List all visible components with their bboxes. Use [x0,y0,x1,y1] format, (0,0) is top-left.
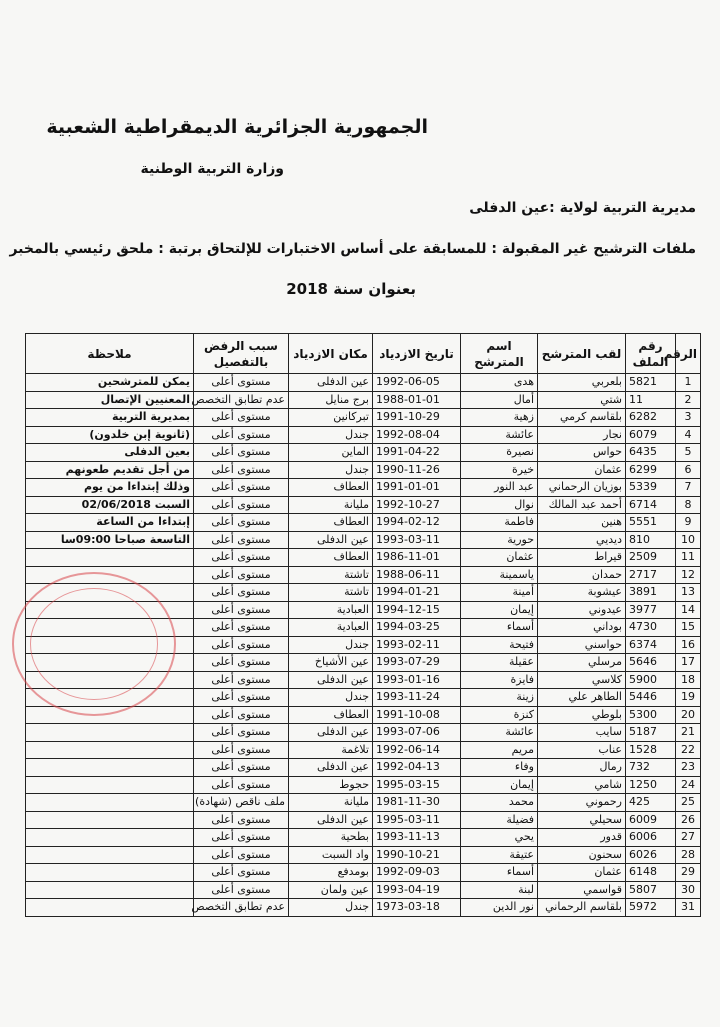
col-file-number-cell: 11 [626,391,676,409]
col-index-cell: 25 [676,794,701,812]
col-surname-cell: بلوطي [538,706,626,724]
col-first-name-cell: لبنة [461,881,538,899]
col-file-number-cell: 425 [626,794,676,812]
col-rejection-reason-cell: عدم تطابق التخصص [194,391,289,409]
col-index-cell: 14 [676,601,701,619]
col-file-number-cell: 6374 [626,636,676,654]
col-index-cell: 22 [676,741,701,759]
col-first-name-cell: مريم [461,741,538,759]
col-rejection-reason-cell: مستوى أعلى [194,374,289,392]
col-note-cell [26,899,194,917]
col-file-number-cell: 6148 [626,864,676,882]
col-birth-date-cell: 1973-03-18 [373,899,461,917]
col-birth-place-cell: جندل [289,899,373,917]
table-row [26,776,701,794]
col-first-name-cell: فاطمة [461,514,538,532]
col-first-name-cell: عبد النور [461,479,538,497]
col-index-cell: 1 [676,374,701,392]
col-birth-place-cell: مليانة [289,794,373,812]
col-index-cell: 20 [676,706,701,724]
col-birth-place-cell: جندل [289,461,373,479]
col-index-cell: 18 [676,671,701,689]
col-birth-date-cell: 1995-03-11 [373,811,461,829]
col-file-number-cell: 5821 [626,374,676,392]
col-first-name-cell: زهية [461,409,538,427]
col-rejection-reason-cell: مستوى أعلى [194,724,289,742]
col-surname-cell: بوداني [538,619,626,637]
col-rejection-reason-cell: مستوى أعلى [194,881,289,899]
col-first-name-cell: كنزة [461,706,538,724]
table-row [26,461,701,479]
col-birth-date-cell: 1995-03-15 [373,776,461,794]
col-first-name-cell: أمال [461,391,538,409]
col-index-cell: 31 [676,899,701,917]
col-file-number-cell: 5300 [626,706,676,724]
col-first-name-cell: نوال [461,496,538,514]
col-index-cell: 23 [676,759,701,777]
col-rejection-reason-cell: مستوى أعلى [194,741,289,759]
col-surname-cell: ديديي [538,531,626,549]
col-file-number-cell: 5187 [626,724,676,742]
col-index-header: الرقم [676,334,701,374]
col-surname-cell: سايب [538,724,626,742]
col-file-number-cell: 6006 [626,829,676,847]
col-first-name-cell: عائشة [461,426,538,444]
col-file-number-cell: 5972 [626,899,676,917]
col-file-number-cell: 2717 [626,566,676,584]
col-surname-cell: نجار [538,426,626,444]
col-file-number-cell: 732 [626,759,676,777]
col-birth-date-cell: 1991-10-08 [373,706,461,724]
col-note-cell: من أجل تقديم طعونهم [26,461,194,479]
col-birth-place-cell: واد السبت [289,846,373,864]
col-index-cell: 12 [676,566,701,584]
col-first-name-cell: محمد [461,794,538,812]
col-surname-cell: عيدوني [538,601,626,619]
col-birth-date-cell: 1992-10-27 [373,496,461,514]
col-birth-date-cell: 1993-11-24 [373,689,461,707]
col-note-cell [26,794,194,812]
col-birth-date-cell: 1993-07-29 [373,654,461,672]
col-birth-date-cell: 1993-03-11 [373,531,461,549]
col-index-cell: 2 [676,391,701,409]
col-surname-cell: سحيلي [538,811,626,829]
col-rejection-reason-cell: مستوى أعلى [194,759,289,777]
col-file-number-cell: 3977 [626,601,676,619]
col-index-cell: 16 [676,636,701,654]
col-file-number-cell: 5339 [626,479,676,497]
col-surname-cell: حواسني [538,636,626,654]
col-index-cell: 30 [676,881,701,899]
col-file-number-cell: 810 [626,531,676,549]
col-surname-header: لقب المترشح [538,334,626,374]
col-surname-cell: بوزيان الرحماني [538,479,626,497]
col-birth-place-cell: جندل [289,636,373,654]
col-first-name-cell: إيمان [461,776,538,794]
col-note-cell: السبت 02/06/2018 [26,496,194,514]
col-index-cell: 9 [676,514,701,532]
col-birth-date-cell: 1993-04-19 [373,881,461,899]
col-rejection-reason-cell: مستوى أعلى [194,706,289,724]
col-surname-cell: مرسلي [538,654,626,672]
col-first-name-cell: ياسمينة [461,566,538,584]
col-first-name-cell: أسماء [461,619,538,637]
col-birth-place-cell: عين الدفلى [289,811,373,829]
col-first-name-cell: نصيرة [461,444,538,462]
col-surname-cell: هنين [538,514,626,532]
col-file-number-cell: 6435 [626,444,676,462]
table-row [26,829,701,847]
col-birth-place-cell: تاشتة [289,584,373,602]
col-surname-cell: رمال [538,759,626,777]
col-birth-place-cell: جندل [289,426,373,444]
col-index-cell: 15 [676,619,701,637]
col-rejection-reason-cell: ملف ناقص (شهادة) [194,794,289,812]
col-first-name-cell: أمينة [461,584,538,602]
col-rejection-reason-cell: مستوى أعلى [194,444,289,462]
col-index-cell: 28 [676,846,701,864]
col-file-number-cell: 1528 [626,741,676,759]
col-birth-date-cell: 1992-04-13 [373,759,461,777]
col-note-cell: يمكن للمترشحين [26,374,194,392]
col-file-number-cell: 5646 [626,654,676,672]
col-first-name-cell: يحي [461,829,538,847]
col-first-name-cell: هدى [461,374,538,392]
col-note-cell [26,724,194,742]
col-birth-place-cell: عين الدفلى [289,531,373,549]
col-birth-date-cell: 1993-11-13 [373,829,461,847]
col-rejection-reason-cell: مستوى أعلى [194,829,289,847]
col-rejection-reason-cell: مستوى أعلى [194,461,289,479]
col-first-name-cell: زينة [461,689,538,707]
col-birth-place-cell: عين ولمان [289,881,373,899]
col-first-name-cell: خيرة [461,461,538,479]
col-surname-cell: عناب [538,741,626,759]
col-file-number-cell: 4730 [626,619,676,637]
col-note-cell: (ثانوية إبن خلدون) [26,426,194,444]
col-surname-cell: حمدان [538,566,626,584]
table-row [26,496,701,514]
col-rejection-reason-cell: مستوى أعلى [194,479,289,497]
col-birth-place-cell: مليانة [289,496,373,514]
col-first-name-cell: إيمان [461,601,538,619]
col-birth-date-cell: 1981-11-30 [373,794,461,812]
col-index-cell: 6 [676,461,701,479]
col-birth-date-cell: 1988-06-11 [373,566,461,584]
col-birth-date-cell: 1988-01-01 [373,391,461,409]
col-rejection-reason-cell: مستوى أعلى [194,689,289,707]
col-birth-place-cell: عين الدفلى [289,759,373,777]
col-birth-place-cell: عين الدفلى [289,374,373,392]
col-first-name-cell: أسماء [461,864,538,882]
directorate-line: مديرية التربية لولاية :عين الدفلى [469,200,696,216]
col-index-cell: 19 [676,689,701,707]
col-birth-place-header: مكان الازدياد [289,334,373,374]
col-rejection-reason-cell: مستوى أعلى [194,811,289,829]
col-index-cell: 11 [676,549,701,567]
col-rejection-reason-cell: مستوى أعلى [194,864,289,882]
ministry-title: وزارة التربية الوطنية [140,161,284,177]
col-birth-place-cell: تلاغمة [289,741,373,759]
col-birth-place-cell: تاشتة [289,566,373,584]
col-file-number-cell: 3891 [626,584,676,602]
col-birth-place-cell: بطحية [289,829,373,847]
col-birth-date-cell: 1993-01-16 [373,671,461,689]
col-first-name-cell: عائشة [461,724,538,742]
col-rejection-reason-cell: مستوى أعلى [194,671,289,689]
col-first-name-cell: نور الدين [461,899,538,917]
col-birth-date-cell: 1993-02-11 [373,636,461,654]
table-row [26,444,701,462]
col-file-number-cell: 5446 [626,689,676,707]
col-rejection-reason-cell: مستوى أعلى [194,426,289,444]
col-index-cell: 24 [676,776,701,794]
col-index-cell: 4 [676,426,701,444]
col-birth-place-cell: عين الأشياخ [289,654,373,672]
col-birth-place-cell: جندل [289,689,373,707]
col-surname-cell: بلعربي [538,374,626,392]
col-birth-place-cell: الماين [289,444,373,462]
col-birth-date-cell: 1986-11-01 [373,549,461,567]
col-rejection-reason-cell: مستوى أعلى [194,636,289,654]
table-row [26,811,701,829]
document-subject: ملفات الترشيح غير المقبولة : للمسابقة على أساس الاختبارات للإلتحاق برتبة : ملحق رئيسي بالمخبر [9,241,696,257]
col-index-cell: 29 [676,864,701,882]
col-surname-cell: كلاسي [538,671,626,689]
table-row [26,724,701,742]
col-birth-date-cell: 1990-10-21 [373,846,461,864]
col-note-cell: المعنيين الإتصال [26,391,194,409]
col-note-cell [26,549,194,567]
col-rejection-reason-cell: مستوى أعلى [194,654,289,672]
col-surname-cell: رحموني [538,794,626,812]
col-index-cell: 8 [676,496,701,514]
col-note-cell [26,864,194,882]
col-surname-cell: قواسمي [538,881,626,899]
table-row [26,881,701,899]
col-birth-date-cell: 1992-08-04 [373,426,461,444]
col-file-number-cell: 1250 [626,776,676,794]
col-file-number-cell: 5900 [626,671,676,689]
col-surname-cell: أحمد عبد المالك [538,496,626,514]
col-birth-date-cell: 1992-09-03 [373,864,461,882]
col-birth-place-cell: العطاف [289,549,373,567]
col-birth-date-cell: 1994-03-25 [373,619,461,637]
document-year: بعنوان سنة 2018 [286,280,416,298]
col-file-number-cell: 2509 [626,549,676,567]
col-note-cell [26,776,194,794]
col-first-name-cell: وفاء [461,759,538,777]
col-birth-place-cell: عين الدفلى [289,671,373,689]
col-note-cell [26,881,194,899]
col-note-cell: بمديرية التربية [26,409,194,427]
col-birth-place-cell: العطاف [289,514,373,532]
col-file-number-header: رقم الملف [626,334,676,374]
col-birth-date-cell: 1994-01-21 [373,584,461,602]
col-rejection-reason-cell: مستوى أعلى [194,549,289,567]
col-first-name-cell: عقيلة [461,654,538,672]
col-birth-place-cell: عين الدفلى [289,724,373,742]
col-surname-cell: حواس [538,444,626,462]
col-birth-date-cell: 1994-12-15 [373,601,461,619]
col-rejection-reason-header: سبب الرفض بالتفصيل [194,334,289,374]
col-birth-date-cell: 1992-06-05 [373,374,461,392]
col-index-cell: 27 [676,829,701,847]
col-note-cell: بعين الدفلى [26,444,194,462]
table-row [26,846,701,864]
table-row [26,759,701,777]
col-birth-place-cell: العبادية [289,601,373,619]
table-row [26,409,701,427]
col-file-number-cell: 6026 [626,846,676,864]
col-birth-date-cell: 1993-07-06 [373,724,461,742]
col-surname-cell: شتي [538,391,626,409]
col-rejection-reason-cell: مستوى أعلى [194,619,289,637]
col-rejection-reason-cell: مستوى أعلى [194,409,289,427]
col-note-cell: إبتداءا من الساعة [26,514,194,532]
col-surname-cell: قيراط [538,549,626,567]
col-file-number-cell: 6079 [626,426,676,444]
col-rejection-reason-cell: مستوى أعلى [194,566,289,584]
col-index-cell: 13 [676,584,701,602]
col-surname-cell: سحنون [538,846,626,864]
table-row [26,374,701,392]
official-seal-icon [12,572,176,716]
col-first-name-cell: فتيحة [461,636,538,654]
col-note-cell [26,811,194,829]
col-surname-cell: عيشوبة [538,584,626,602]
col-birth-date-cell: 1991-04-22 [373,444,461,462]
col-birth-date-cell: 1990-11-26 [373,461,461,479]
col-index-cell: 3 [676,409,701,427]
col-rejection-reason-cell: مستوى أعلى [194,776,289,794]
col-birth-date-cell: 1994-02-12 [373,514,461,532]
col-note-cell [26,846,194,864]
col-note-cell [26,759,194,777]
table-row [26,549,701,567]
col-birth-place-cell: حجوط [289,776,373,794]
col-index-cell: 5 [676,444,701,462]
col-birth-place-cell: بومدفع [289,864,373,882]
col-first-name-cell: عتيقة [461,846,538,864]
col-file-number-cell: 5807 [626,881,676,899]
table-row [26,741,701,759]
col-surname-cell: عثمان [538,864,626,882]
table-row [26,479,701,497]
col-first-name-cell: فضيلة [461,811,538,829]
col-surname-cell: بلقاسم كرمي [538,409,626,427]
col-birth-date-cell: 1991-10-29 [373,409,461,427]
col-rejection-reason-cell: مستوى أعلى [194,496,289,514]
table-row [26,514,701,532]
col-note-cell [26,741,194,759]
col-birth-place-cell: تبركانين [289,409,373,427]
col-surname-cell: قدور [538,829,626,847]
col-birth-place-cell: العبادية [289,619,373,637]
col-note-cell [26,829,194,847]
col-index-cell: 26 [676,811,701,829]
col-file-number-cell: 5551 [626,514,676,532]
col-first-name-cell: حورية [461,531,538,549]
col-surname-cell: بلقاسم الرحماني [538,899,626,917]
col-rejection-reason-cell: مستوى أعلى [194,531,289,549]
col-rejection-reason-cell: مستوى أعلى [194,601,289,619]
col-surname-cell: الطاهر علي [538,689,626,707]
col-birth-date-cell: 1992-06-14 [373,741,461,759]
col-note-header: ملاحظة [26,334,194,374]
table-row [26,864,701,882]
col-index-cell: 21 [676,724,701,742]
col-note-cell: التاسعة صباحا 09:00سا [26,531,194,549]
col-birth-place-cell: العطاف [289,479,373,497]
col-birth-place-cell: العطاف [289,706,373,724]
col-birth-date-cell: 1991-01-01 [373,479,461,497]
table-row [26,899,701,917]
col-first-name-cell: عثمان [461,549,538,567]
col-rejection-reason-cell: مستوى أعلى [194,584,289,602]
col-index-cell: 10 [676,531,701,549]
col-file-number-cell: 6299 [626,461,676,479]
col-note-cell: وذلك إبتداءا من يوم [26,479,194,497]
col-file-number-cell: 6282 [626,409,676,427]
republic-title: الجمهورية الجزائرية الديمقراطية الشعبية [46,116,428,138]
col-surname-cell: عثمان [538,461,626,479]
table-row [26,794,701,812]
col-rejection-reason-cell: عدم تطابق التخصص [194,899,289,917]
table-row [26,391,701,409]
table-row [26,426,701,444]
col-rejection-reason-cell: مستوى أعلى [194,514,289,532]
table-header-row [26,334,701,374]
col-file-number-cell: 6714 [626,496,676,514]
col-index-cell: 7 [676,479,701,497]
col-file-number-cell: 6009 [626,811,676,829]
col-first-name-header: اسم المترشح [461,334,538,374]
col-first-name-cell: فايزة [461,671,538,689]
col-surname-cell: شامي [538,776,626,794]
col-rejection-reason-cell: مستوى أعلى [194,846,289,864]
col-index-cell: 17 [676,654,701,672]
col-birth-place-cell: برج منايل [289,391,373,409]
col-birth-date-header: تاريخ الازدياد [373,334,461,374]
table-row [26,531,701,549]
